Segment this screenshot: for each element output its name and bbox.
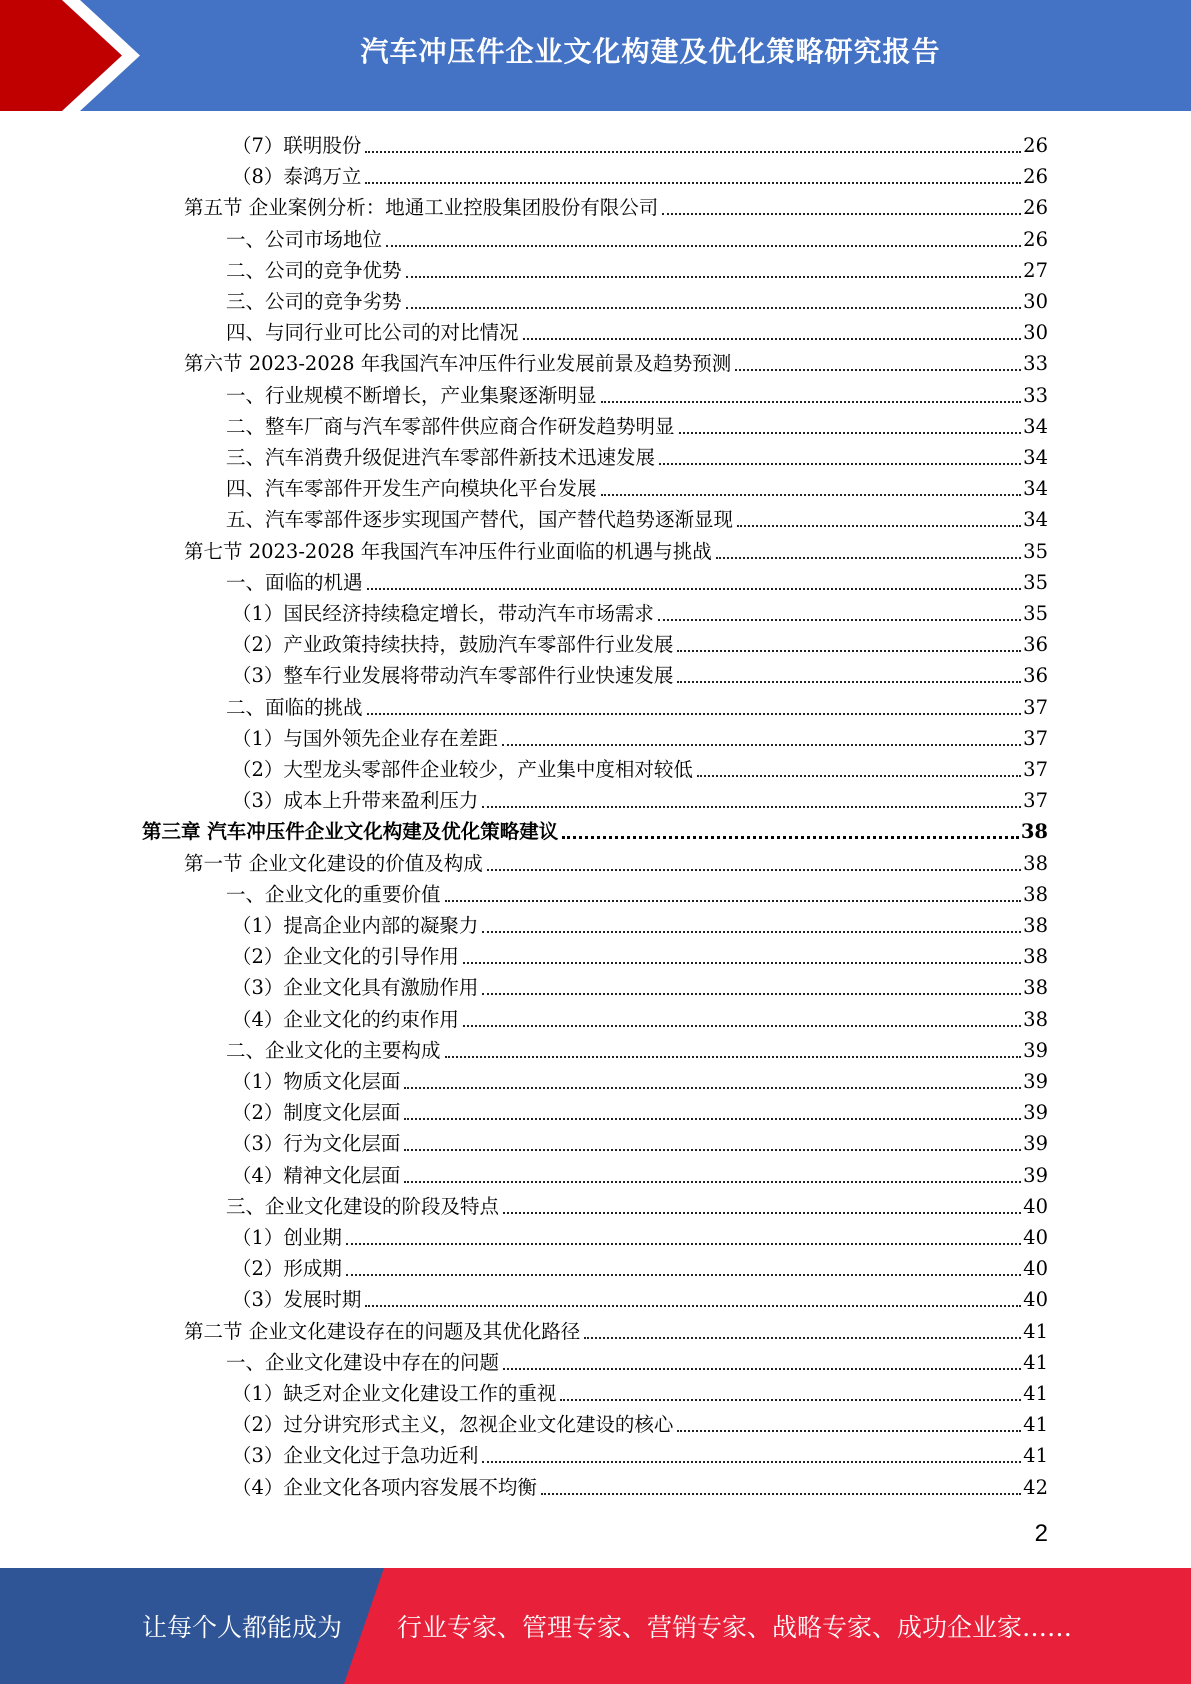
- toc-dot-leader: [482, 931, 1021, 933]
- toc-entry[interactable]: [232, 1063, 1048, 1094]
- toc-entry-title: 一、面临的机遇: [226, 570, 363, 594]
- toc-entry-title: 三、汽车消费升级促进汽车零部件新技术迅速发展: [226, 446, 656, 469]
- toc-entry-title: 二、整车厂商与汽车零部件供应商合作研发趋势明显: [226, 414, 675, 438]
- toc-entry[interactable]: [232, 1157, 1048, 1188]
- toc-entry-title: 第六节 2023-2028 年我国汽车冲压件行业发展前景及趋势预测: [184, 352, 732, 376]
- toc-entry[interactable]: [232, 595, 1048, 626]
- toc-entry-title: 一、行业规模不断增长，产业集聚逐渐明显: [226, 383, 597, 407]
- toc-entry-page: 26: [1023, 196, 1048, 220]
- toc-entry-page: 37: [1023, 726, 1048, 750]
- toc-entry-title: 第一节 企业文化建设的价值及构成: [184, 851, 483, 875]
- toc-entry-title: 一、企业文化的重要价值: [226, 882, 441, 906]
- toc-dot-leader: [487, 869, 1021, 871]
- toc-entry-page: 37: [1023, 695, 1048, 719]
- toc-dot-leader: [584, 1337, 1021, 1339]
- toc-entry[interactable]: [232, 1406, 1048, 1437]
- toc-entry-page: 40: [1023, 1257, 1048, 1281]
- footer-slogan-left: 让每个人都能成为: [142, 1613, 343, 1642]
- toc-entry-page: 38: [1020, 820, 1048, 844]
- toc-entry-page: 26: [1023, 134, 1048, 157]
- toc-dot-leader: [367, 713, 1022, 715]
- toc-dot-leader: [503, 1212, 1021, 1214]
- toc-dot-leader: [659, 463, 1021, 465]
- toc-dot-leader: [716, 557, 1021, 559]
- toc-entry-page: 34: [1023, 477, 1048, 501]
- toc-entry[interactable]: [226, 377, 1048, 408]
- toc-entry[interactable]: [226, 314, 1048, 345]
- toc-entry[interactable]: [226, 283, 1048, 314]
- toc-entry-page: 37: [1023, 789, 1048, 813]
- chevron-logo-icon: [0, 0, 150, 111]
- toc-entry-page: 36: [1023, 633, 1048, 657]
- toc-entry-page: 35: [1023, 602, 1048, 625]
- toc-entry[interactable]: [232, 1219, 1048, 1250]
- toc-entry-title: （2）产业政策持续扶持，鼓励汽车零部件行业发展: [232, 633, 674, 657]
- toc-entry[interactable]: [232, 626, 1048, 657]
- toc-entry-page: 39: [1023, 1163, 1048, 1187]
- toc-entry-page: 38: [1023, 1007, 1048, 1031]
- toc-entry-title: 二、企业文化的主要构成: [226, 1038, 441, 1062]
- toc-entry-page: 30: [1023, 321, 1048, 345]
- toc-entry[interactable]: [184, 189, 1048, 220]
- toc-entry[interactable]: [226, 501, 1048, 532]
- toc-dot-leader: [367, 588, 1022, 590]
- toc-dot-leader: [404, 1087, 1021, 1089]
- toc-entry-title: （7）联明股份: [232, 134, 362, 157]
- toc-entry-title: 一、企业文化建设中存在的问题: [226, 1350, 500, 1374]
- toc-entry-page: 39: [1023, 1038, 1048, 1062]
- toc-entry-page: 33: [1023, 383, 1048, 407]
- toc-entry-page: 38: [1023, 882, 1048, 906]
- toc-entry[interactable]: [184, 345, 1048, 376]
- toc-entry-page: 42: [1023, 1475, 1048, 1499]
- toc-entry-page: 41: [1023, 1382, 1048, 1405]
- toc-dot-leader: [677, 650, 1021, 652]
- toc-entry-title: （1）与国外领先企业存在差距: [232, 726, 498, 750]
- toc-entry[interactable]: [232, 1125, 1048, 1156]
- toc-entry-title: 一、公司市场地位: [226, 227, 383, 251]
- toc-dot-leader: [365, 151, 1021, 153]
- toc-dot-leader: [735, 369, 1021, 371]
- toc-entry[interactable]: [232, 1437, 1048, 1468]
- toc-entry-page: 41: [1023, 1444, 1048, 1468]
- toc-entry-page: 40: [1023, 1226, 1048, 1249]
- toc-entry-title: 三、公司的竞争劣势: [226, 290, 402, 313]
- toc-entry-title: （8）泰鸿万立: [232, 165, 362, 189]
- footer-slogan-right: 行业专家、管理专家、营销专家、战略专家、成功企业家……: [397, 1613, 1073, 1642]
- toc-entry-page: 34: [1023, 446, 1048, 469]
- page-number: 2: [1034, 1520, 1048, 1547]
- toc-entry-title: 四、汽车零部件开发生产向模块化平台发展: [226, 477, 597, 501]
- toc-dot-leader: [445, 1056, 1022, 1058]
- toc-entry-title: （4）精神文化层面: [232, 1163, 401, 1187]
- toc-dot-leader: [502, 744, 1021, 746]
- toc-dot-leader: [503, 1368, 1021, 1370]
- toc-dot-leader: [658, 619, 1021, 621]
- toc-dot-leader: [404, 1149, 1021, 1151]
- toc-entry-title: （2）企业文化的引导作用: [232, 945, 459, 969]
- toc-entry[interactable]: [226, 252, 1048, 283]
- toc-entry-title: （2）过分讲究形式主义，忽视企业文化建设的核心: [232, 1413, 674, 1437]
- toc-entry-page: 39: [1023, 1132, 1048, 1156]
- toc-entry[interactable]: [226, 564, 1048, 595]
- toc-entry-title: （1）提高企业内部的凝聚力: [232, 914, 479, 937]
- toc-dot-leader: [346, 1243, 1021, 1245]
- toc-dot-leader: [737, 525, 1021, 527]
- toc-entry-page: 30: [1023, 290, 1048, 313]
- toc-entry-title: 二、公司的竞争优势: [226, 258, 402, 282]
- toc-entry-title: （3）企业文化具有激励作用: [232, 976, 479, 1000]
- toc-entry-page: 39: [1023, 1101, 1048, 1125]
- toc-dot-leader: [662, 213, 1021, 215]
- toc-dot-leader: [482, 993, 1021, 995]
- toc-dot-leader: [677, 681, 1021, 683]
- toc-entry[interactable]: [232, 158, 1048, 189]
- toc-dot-leader: [386, 245, 1021, 247]
- toc-dot-leader: [404, 1181, 1021, 1183]
- toc-entry[interactable]: [226, 1188, 1048, 1219]
- toc-entry[interactable]: [226, 1344, 1048, 1375]
- toc-entry-title: （1）国民经济持续稳定增长，带动汽车市场需求: [232, 602, 654, 625]
- toc-entry[interactable]: [232, 1375, 1048, 1406]
- page-header: [0, 0, 1191, 111]
- toc-entry-page: 38: [1023, 914, 1048, 937]
- toc-entry-page: 39: [1023, 1070, 1048, 1093]
- toc-dot-leader: [406, 307, 1022, 309]
- toc-entry-page: 36: [1023, 664, 1048, 688]
- toc-entry-title: （2）制度文化层面: [232, 1101, 401, 1125]
- toc-entry[interactable]: [232, 907, 1048, 938]
- toc-dot-leader: [463, 962, 1021, 964]
- toc-entry-title: （3）整车行业发展将带动汽车零部件行业快速发展: [232, 664, 674, 688]
- toc-dot-leader: [601, 494, 1022, 496]
- toc-dot-leader: [482, 806, 1021, 808]
- toc-dot-leader: [679, 432, 1022, 434]
- toc-entry-title: （1）物质文化层面: [232, 1070, 401, 1093]
- toc-entry-title: （3）行为文化层面: [232, 1132, 401, 1156]
- toc-dot-leader: [346, 1274, 1021, 1276]
- toc-dot-leader: [523, 338, 1022, 340]
- toc-entry-title: 第七节 2023-2028 年我国汽车冲压件行业面临的机遇与挑战: [184, 539, 712, 563]
- toc-entry-page: 34: [1023, 508, 1048, 532]
- toc-entry-title: （4）企业文化各项内容发展不均衡: [232, 1475, 537, 1499]
- toc-entry[interactable]: [232, 127, 1048, 158]
- toc-entry[interactable]: [184, 845, 1048, 876]
- toc-entry-page: 40: [1023, 1288, 1048, 1312]
- toc-dot-leader: [463, 1025, 1021, 1027]
- toc-dot-leader: [365, 182, 1021, 184]
- report-title: 汽车冲压件企业文化构建及优化策略研究报告: [360, 35, 941, 68]
- toc-entry[interactable]: [232, 1281, 1048, 1312]
- toc-entry-title: （2）形成期: [232, 1257, 342, 1281]
- page-footer: [0, 1568, 1191, 1684]
- toc-entry-page: 41: [1023, 1350, 1048, 1374]
- toc-dot-leader: [601, 401, 1022, 403]
- toc-entry-page: 38: [1023, 976, 1048, 1000]
- toc-entry-title: （4）企业文化的约束作用: [232, 1007, 459, 1031]
- toc-entry[interactable]: [226, 470, 1048, 501]
- toc-entry-page: 38: [1023, 851, 1048, 875]
- toc-entry-page: 38: [1023, 945, 1048, 969]
- toc-dot-leader: [541, 1493, 1021, 1495]
- toc-entry[interactable]: [232, 1250, 1048, 1281]
- toc-dot-leader: [406, 276, 1022, 278]
- toc-dot-leader: [697, 775, 1021, 777]
- toc-entry-title: 二、面临的挑战: [226, 695, 363, 719]
- toc-entry[interactable]: [232, 1469, 1048, 1500]
- toc-entry-page: 27: [1023, 258, 1048, 282]
- toc-dot-leader: [365, 1305, 1021, 1307]
- toc-entry[interactable]: [232, 720, 1048, 751]
- toc-entry[interactable]: [226, 689, 1048, 720]
- toc-entry-title: 第三章 汽车冲压件企业文化构建及优化策略建议: [142, 820, 559, 844]
- toc-entry[interactable]: [232, 969, 1048, 1000]
- toc-entry-title: 四、与同行业可比公司的对比情况: [226, 321, 519, 345]
- toc-entry[interactable]: [226, 1032, 1048, 1063]
- toc-entry-title: （1）创业期: [232, 1226, 342, 1249]
- toc-entry-page: 35: [1023, 570, 1048, 594]
- toc-dot-leader: [562, 836, 1019, 839]
- toc-dot-leader: [482, 1461, 1021, 1463]
- toc-entry[interactable]: [232, 657, 1048, 688]
- toc-entry-page: 26: [1023, 165, 1048, 189]
- toc-entry-title: 五、汽车零部件逐步实现国产替代，国产替代趋势逐渐显现: [226, 508, 734, 532]
- toc-entry[interactable]: [232, 751, 1048, 782]
- toc-entry[interactable]: [232, 938, 1048, 969]
- toc-entry[interactable]: [226, 876, 1048, 907]
- toc-entry-page: 41: [1023, 1319, 1048, 1343]
- toc-entry-page: 35: [1023, 539, 1048, 563]
- toc-dot-leader: [677, 1430, 1021, 1432]
- toc-entry[interactable]: [184, 533, 1048, 564]
- toc-entry-page: 26: [1023, 227, 1048, 251]
- toc-entry-title: （1）缺乏对企业文化建设工作的重视: [232, 1382, 557, 1405]
- toc-entry-title: （3）企业文化过于急功近利: [232, 1444, 479, 1468]
- toc-entry-page: 41: [1023, 1413, 1048, 1437]
- toc-entry[interactable]: [142, 813, 1048, 844]
- toc-dot-leader: [560, 1399, 1021, 1401]
- toc-entry-page: 34: [1023, 414, 1048, 438]
- toc-entry[interactable]: [226, 408, 1048, 439]
- toc-entry[interactable]: [232, 1094, 1048, 1125]
- toc-entry[interactable]: [232, 1001, 1048, 1032]
- toc-entry-page: 40: [1023, 1194, 1048, 1218]
- toc-dot-leader: [404, 1118, 1021, 1120]
- toc-entry[interactable]: [184, 1313, 1048, 1344]
- toc-dot-leader: [445, 900, 1022, 902]
- toc-entry-title: （3）发展时期: [232, 1288, 362, 1312]
- toc-entry-title: （2）大型龙头零部件企业较少，产业集中度相对较低: [232, 758, 693, 781]
- toc-entry[interactable]: [226, 439, 1048, 470]
- toc-entry-title: 三、企业文化建设的阶段及特点: [226, 1194, 500, 1218]
- toc-entry-title: 第五节 企业案例分析：地通工业控股集团股份有限公司: [184, 196, 659, 220]
- toc-entry[interactable]: [226, 221, 1048, 252]
- toc-entry-page: 33: [1023, 352, 1048, 376]
- toc-entry-page: 37: [1023, 758, 1048, 781]
- toc-entry-title: （3）成本上升带来盈利压力: [232, 789, 479, 813]
- toc-entry[interactable]: [232, 782, 1048, 813]
- toc-entry-title: 第二节 企业文化建设存在的问题及其优化路径: [184, 1319, 581, 1343]
